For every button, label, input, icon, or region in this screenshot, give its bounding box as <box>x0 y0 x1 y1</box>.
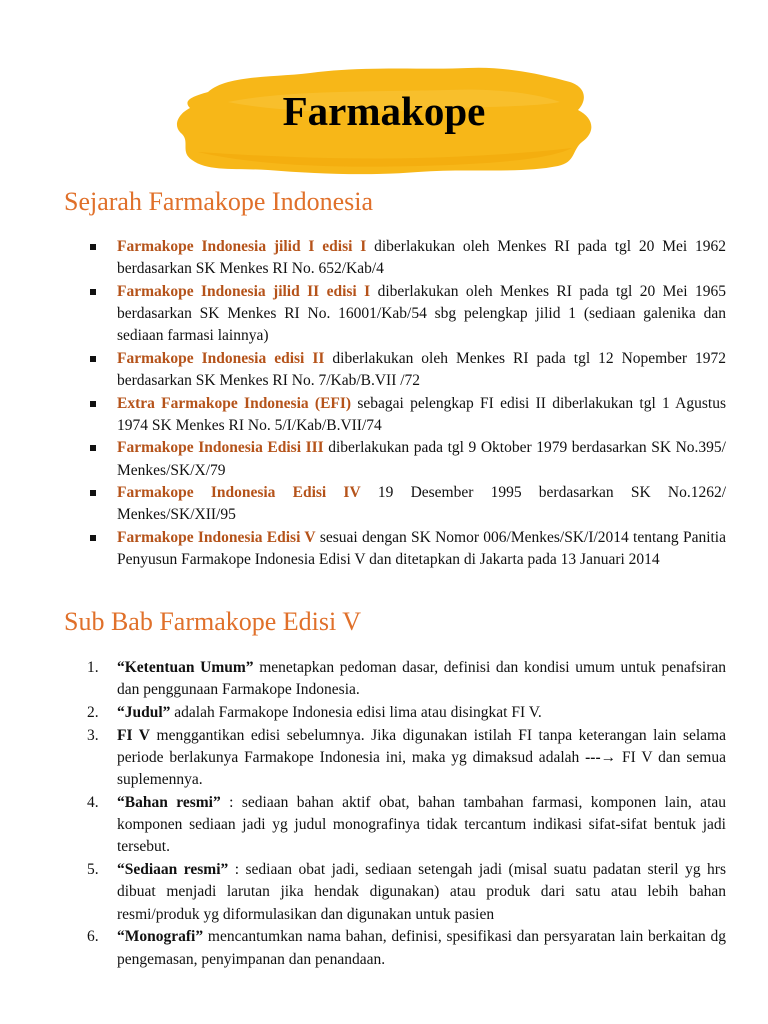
item-number: 6. <box>87 928 99 946</box>
list-item <box>87 657 726 701</box>
bullet-square-icon <box>90 289 96 295</box>
title-banner <box>168 62 600 182</box>
bullet-square-icon <box>90 490 96 496</box>
list-item <box>87 792 727 859</box>
list-item <box>87 725 726 792</box>
list-item <box>117 527 726 571</box>
bullet-square-icon <box>90 401 96 407</box>
definition-continued: FI V dan semua suplemennya. <box>117 749 726 789</box>
edition-description: sesuai dengan SK Nomor 006/Menkes/SK/I/2014 tentang Panitia Penyusun Farmakope Indonesia Edisi V dan ditetapkan di Jakarta pada 13 Januari 2014 <box>117 528 726 569</box>
definition: adalah Farmakope Indonesia edisi lima atau disingkat FI V. <box>170 704 542 721</box>
arrow-icon: ---→ <box>585 749 617 766</box>
item-number: 4. <box>87 794 99 811</box>
edition-description: diberlakukan oleh Menkes RI pada tgl 12 Nopember 1972 berdasarkan SK Menkes RI No. 7/Kab/B.VII /72 <box>117 349 727 389</box>
edition-description: diberlakukan oleh Menkes RI pada tgl 20 Mei 1965 berdasarkan SK Menkes RI No. 16001/Kab/54 sbg pelengkap jilid 1 (sediaan galenika dan sediaan farmasi lainnya) <box>117 282 727 345</box>
definition: menetapkan pedoman dasar, definisi dan kondisi umum untuk penafsiran dan penggunaan Farmakope Indonesia. <box>117 659 726 699</box>
subchapter-list <box>87 657 727 971</box>
history-list <box>117 236 726 572</box>
term: FI V <box>117 726 150 744</box>
list-item <box>117 482 726 526</box>
edition-description: diberlakukan oleh Menkes RI pada tgl 20 Mei 1962 berdasarkan SK Menkes RI No. 652/Kab/4 <box>117 238 727 278</box>
bullet-square-icon <box>90 244 96 250</box>
term: “Ketentuan Umum” <box>117 659 254 676</box>
item-number: 2. <box>87 704 99 721</box>
item-number: 5. <box>87 861 99 879</box>
edition-description: 19 Desember 1995 berdasarkan SK No.1262/ Menkes/SK/XII/95 <box>117 484 726 524</box>
term: “Judul” <box>117 704 171 721</box>
item-number: 3. <box>87 726 99 744</box>
bullet-square-icon <box>90 445 96 451</box>
bullet-square-icon <box>90 356 96 362</box>
term: “Monografi” <box>117 928 204 946</box>
edition-name: Farmakope Indonesia Edisi IV <box>117 484 361 502</box>
page-title: Farmakope <box>282 88 486 134</box>
definition: mencantumkan nama bahan, definisi, spesifikasi dan persyaratan lain berkaitan dg pengemasan, penyimpanan dan penandaan. <box>117 928 726 968</box>
edition-description: diberlakukan pada tgl 9 Oktober 1979 berdasarkan SK No.395/ Menkes/SK/X/79 <box>117 439 726 479</box>
list-item <box>117 281 726 348</box>
edition-name: Extra Farmakope Indonesia (EFI) <box>117 394 352 412</box>
edition-name: Farmakope Indonesia Edisi III <box>117 439 324 457</box>
list-item <box>117 393 726 437</box>
definition: : sediaan bahan aktif obat, bahan tambahan farmasi, komponen lain, atau komponen sediaan jadi yg judul monografinya tidak tercantum indikasi sifat-sifat bentuk jadi tersebut. <box>117 794 727 856</box>
bullet-square-icon <box>90 535 96 541</box>
list-item <box>87 702 726 724</box>
section-heading-history: Sejarah Farmakope Indonesia <box>64 187 374 216</box>
item-number: 1. <box>87 659 99 676</box>
list-item <box>117 236 726 280</box>
term: “Bahan resmi” <box>117 794 221 811</box>
list-item <box>117 437 726 481</box>
edition-name: Farmakope Indonesia jilid II edisi I <box>117 282 371 300</box>
section-heading-subchapters: Sub Bab Farmakope Edisi V <box>64 607 362 636</box>
edition-description: sebagai pelengkap FI edisi II diberlakukan tgl 1 Agustus 1974 SK Menkes RI No. 5/I/Kab/B.VII/74 <box>117 394 726 434</box>
list-item <box>117 348 726 392</box>
term: “Sediaan resmi” <box>117 861 229 879</box>
definition: : sediaan obat jadi, sediaan setengah jadi (misal suatu padatan steril yg hrs dibuat menjadi larutan jika hendak digunakan) atau produk dari satu atau lebih bahan resmi/produk yg diformulasikan dan digunakan untuk pasien <box>117 861 726 923</box>
list-item <box>87 859 726 926</box>
edition-name: Farmakope Indonesia edisi II <box>117 349 325 367</box>
edition-name: Farmakope Indonesia Edisi V <box>117 528 316 546</box>
list-item <box>87 926 726 970</box>
definition: menggantikan edisi sebelumnya. Jika digunakan istilah FI tanpa keterangan lain selama periode berlakunya Farmakope Indonesia ini, maka yg dimaksud adalah <box>117 726 726 766</box>
edition-name: Farmakope Indonesia jilid I edisi I <box>117 238 367 255</box>
